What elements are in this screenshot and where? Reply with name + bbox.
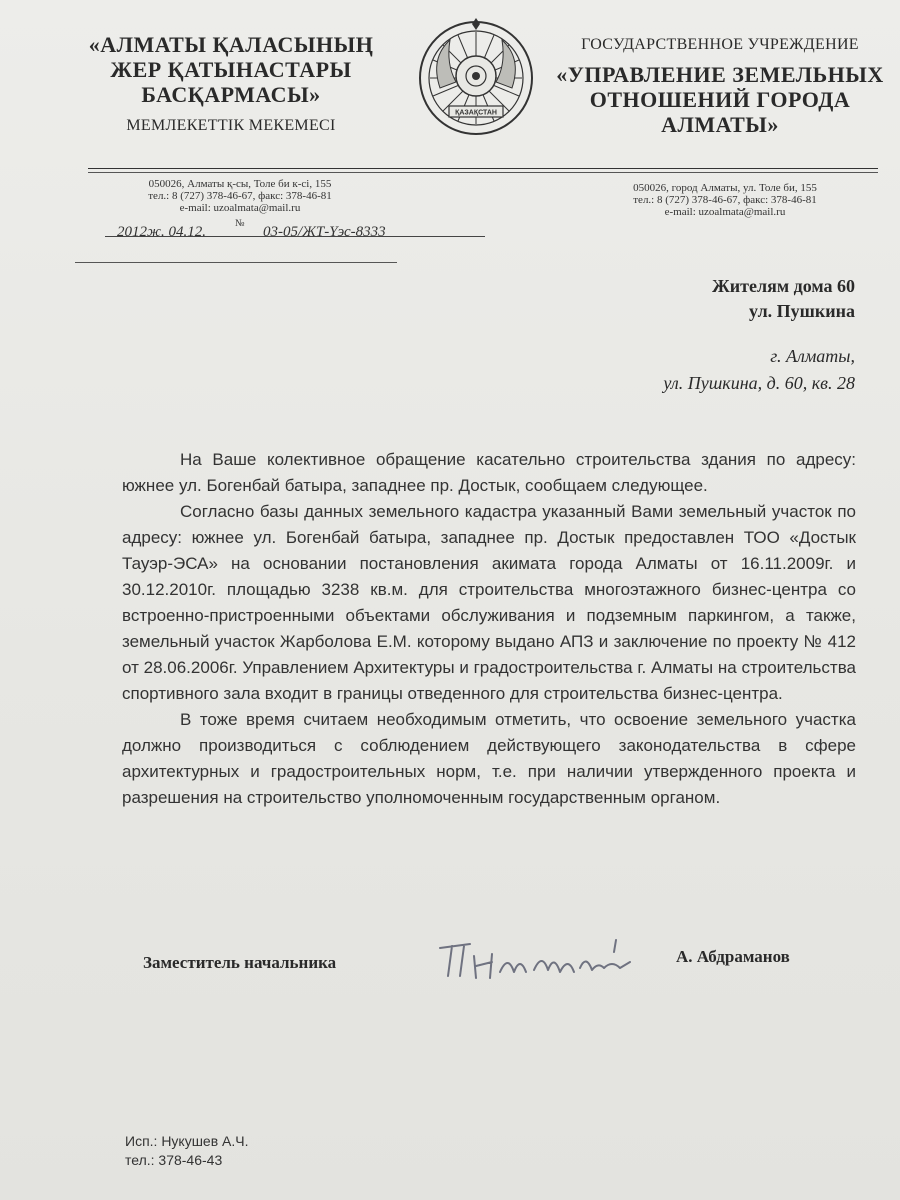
header-divider-thin (88, 172, 878, 173)
recipient-line: Жителям дома 60 (712, 276, 855, 296)
registration-number: 03-05/ЖТ-Үэс-8333 (263, 224, 386, 240)
registration-underline (105, 236, 485, 237)
contact-line: тел.: 8 (727) 378-46-67, факс: 378-46-81 (148, 190, 332, 202)
contact-line: e-mail: uzoalmata@mail.ru (664, 206, 786, 218)
number-sign: № (235, 218, 245, 229)
org-name-kz-line: БАСҚАРМАСЫ» (141, 82, 321, 107)
emblem-banner-text: ҚАЗАҚСТАН (455, 109, 497, 117)
recipient-address (663, 343, 855, 397)
contact-line: тел.: 8 (727) 378-46-67, факс: 378-46-81 (633, 194, 817, 206)
kazakhstan-emblem-icon (416, 18, 536, 138)
header-left (86, 32, 376, 135)
handwritten-signature-icon (430, 932, 645, 992)
contact-line: 050026, город Алматы, ул. Толе би, 155 (633, 182, 817, 194)
header-divider (88, 168, 878, 169)
body-paragraph: На Ваше колективное обращение касательно строительства здания по адресу: южнее ул. Богенбай батыра, западнее пр. Достык, сообщаем следующее. (122, 450, 856, 495)
institution-kz: МЕМЛЕКЕТТІК МЕКЕМЕСІ (126, 117, 336, 134)
recipient (712, 274, 855, 324)
registration-date: 2012ж. 04.12. (117, 224, 206, 240)
contact-line: 050026, Алматы қ-сы, Толе би к-сі, 155 (148, 178, 332, 190)
body-paragraph: Согласно базы данных земельного кадастра указанный Вами земельный участок по адресу: южнее ул. Богенбай батыра, западнее пр. Достык предоставлен ТОО «Достык Тауэр-ЭСА» на основании постановления акимата города Алматы от 16.11.2009г. и 30.12.2010г. площадью 3238 кв.м. для строительства многоэтажного бизнес-центра со встроенно-пристроенными объектами обслуживания и подземным паркингом, а также, земельный участок Жарболова Е.М. которому выдано АПЗ и заключение по проекту № 412 от 28.06.2006г. Управлением Архитектуры и градостроительства г. Алматы на строительства спортивного зала входит в границы отведенного для строительства бизнес-центра. (122, 502, 856, 703)
header-right (555, 36, 885, 137)
org-name-kz-line: «АЛМАТЫ ҚАЛАСЫНЫҢ (88, 32, 374, 57)
executor-info (125, 1132, 249, 1170)
blank-line (75, 262, 397, 263)
letter-body (122, 447, 856, 811)
org-name-ru (555, 62, 885, 137)
contact-line: e-mail: uzoalmata@mail.ru (179, 202, 301, 214)
signatory-name: А. Абдраманов (676, 947, 790, 966)
executor-name: Исп.: Нукушев А.Ч. (125, 1133, 249, 1149)
org-name-ru-line: «УПРАВЛЕНИЕ ЗЕМЕЛЬНЫХ (556, 62, 884, 87)
recipient-line: ул. Пушкина (749, 301, 855, 321)
contacts-right (605, 182, 845, 218)
org-name-ru-line: АЛМАТЫ» (661, 112, 779, 137)
signatory-title: Заместитель начальника (143, 953, 337, 972)
executor-phone: тел.: 378-46-43 (125, 1152, 223, 1168)
body-paragraph: В тоже время считаем необходимым отметить, что освоение земельного участка должно производиться с соблюдением действующего законодательства в сфере архитектурных и градостроительных норм, т.е. при наличии утвержденного проекта и разрешения на строительство уполномоченным государственным органом. (122, 710, 856, 807)
org-name-kz-line: ЖЕР ҚАТЫНАСТАРЫ (110, 57, 352, 82)
contacts-left (120, 178, 360, 214)
address-line: г. Алматы, (770, 346, 855, 366)
org-name-ru-line: ОТНОШЕНИЙ ГОРОДА (589, 87, 851, 112)
address-line: ул. Пушкина, д. 60, кв. 28 (663, 373, 855, 393)
org-name-kz (86, 32, 376, 107)
institution-ru: ГОСУДАРСТВЕННОЕ УЧРЕЖДЕНИЕ (581, 36, 859, 53)
